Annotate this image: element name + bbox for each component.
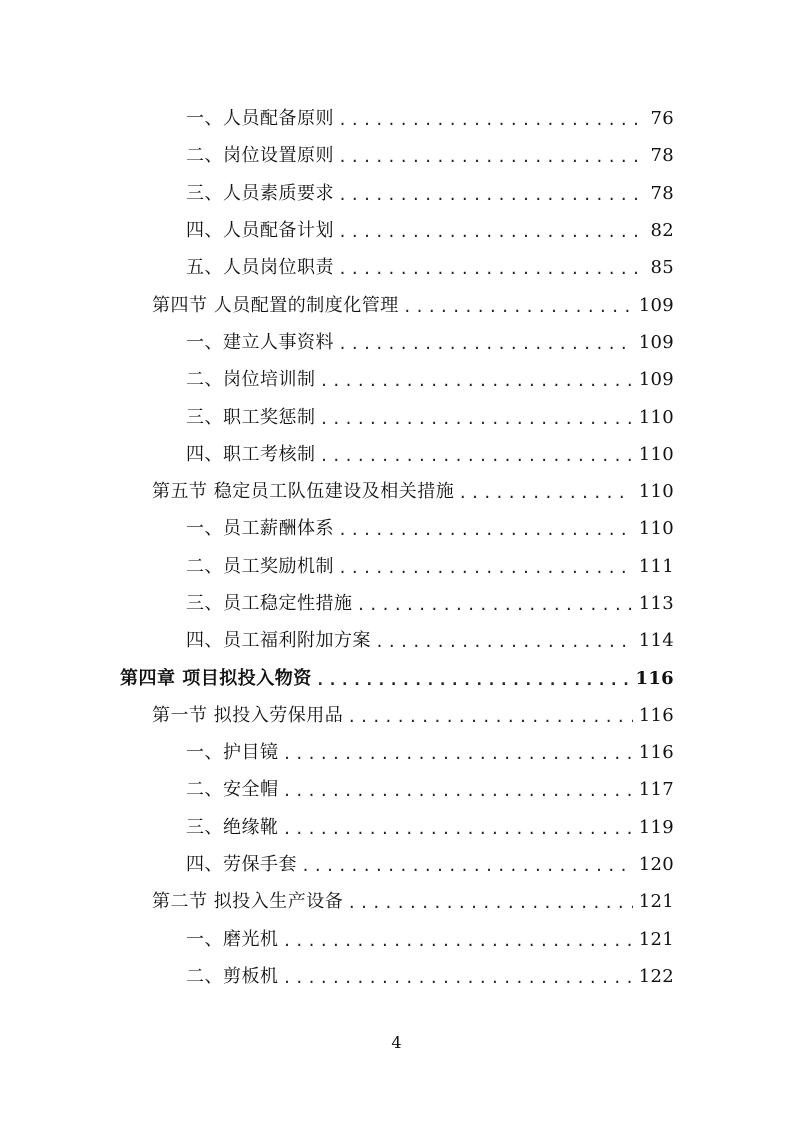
toc-entry-label: 一、人员配备原则: [186, 108, 334, 130]
toc-entry[interactable]: [0, 846, 674, 883]
toc-section-entry[interactable]: [0, 883, 674, 920]
toc-entry-page: 122: [638, 965, 674, 987]
toc-entry-page: 78: [650, 145, 674, 167]
toc-entry-label: 二、安全帽: [186, 779, 279, 801]
toc-entry-label: 第五节 稳定员工队伍建设及相关措施: [152, 481, 455, 503]
toc-entry[interactable]: [0, 249, 674, 286]
toc-entry-label: 四、劳保手套: [186, 854, 297, 876]
toc-dot-leader: [320, 363, 633, 400]
toc-entry-page: 110: [638, 406, 674, 428]
toc-dot-leader: [338, 177, 644, 214]
toc-entry[interactable]: [0, 921, 674, 958]
toc-entry[interactable]: [0, 175, 674, 212]
toc-entry[interactable]: [0, 324, 674, 361]
toc-section-entry[interactable]: [0, 697, 674, 734]
toc-dot-leader: [283, 960, 633, 997]
toc-entry[interactable]: [0, 510, 674, 547]
toc-entry[interactable]: [0, 398, 674, 435]
toc-dot-leader: [338, 214, 644, 251]
toc-entry-page: 110: [638, 481, 674, 503]
toc-dot-leader: [347, 699, 633, 736]
toc-entry-page: 110: [638, 443, 674, 465]
toc-dot-leader: [458, 475, 633, 512]
toc-dot-leader: [283, 736, 633, 773]
toc-entry-page: 76: [650, 108, 674, 130]
toc-dot-leader: [283, 811, 633, 848]
toc-entry-label: 第四节 人员配置的制度化管理: [152, 294, 399, 316]
toc-dot-leader: [283, 923, 633, 960]
toc-entry[interactable]: [0, 361, 674, 398]
toc-entry[interactable]: [0, 585, 674, 622]
toc-dot-leader: [338, 139, 644, 176]
toc-entry-label: 三、员工稳定性措施: [186, 593, 353, 614]
toc-entry-page: 113: [638, 593, 674, 614]
toc-entry-label: 四、人员配备计划: [186, 220, 334, 242]
toc-dot-leader: [283, 773, 633, 810]
toc-chapter-entry[interactable]: [0, 659, 674, 696]
toc-entry[interactable]: [0, 436, 674, 473]
toc-entry-page: 109: [638, 331, 674, 353]
toc-entry-label: 三、职工奖惩制: [186, 406, 316, 428]
table-of-contents: [0, 100, 793, 995]
toc-entry-page: 109: [638, 369, 674, 391]
toc-entry-label: 一、护目镜: [186, 742, 279, 764]
toc-entry-page: 85: [650, 257, 674, 279]
toc-entry-label: 一、员工薪酬体系: [186, 518, 334, 540]
toc-entry-page: 120: [638, 854, 674, 876]
toc-entry-label: 二、员工奖励机制: [186, 555, 334, 577]
toc-dot-leader: [301, 848, 633, 885]
toc-entry-page: 121: [638, 891, 674, 913]
toc-entry-page: 116: [638, 704, 674, 726]
toc-section-entry[interactable]: [0, 286, 674, 323]
toc-entry-label: 二、岗位培训制: [186, 369, 316, 391]
toc-dot-leader: [316, 662, 630, 699]
toc-entry-label: 第四章 项目拟投入物资: [120, 667, 312, 689]
toc-entry-label: 四、员工福利附加方案: [186, 630, 371, 652]
toc-entry-page: 121: [638, 928, 674, 950]
toc-dot-leader: [320, 438, 633, 475]
toc-entry-page: 116: [635, 667, 674, 689]
toc-entry-label: 一、建立人事资料: [186, 331, 334, 353]
toc-section-entry[interactable]: [0, 473, 674, 510]
toc-dot-leader: [347, 885, 633, 922]
toc-entry[interactable]: [0, 771, 674, 808]
toc-entry[interactable]: [0, 100, 674, 137]
toc-entry[interactable]: [0, 734, 674, 771]
toc-entry-label: 三、绝缘靴: [186, 816, 279, 838]
toc-entry[interactable]: [0, 212, 674, 249]
toc-entry[interactable]: [0, 958, 674, 995]
toc-entry-label: 一、磨光机: [186, 928, 279, 950]
toc-entry-page: 119: [638, 816, 674, 838]
toc-entry[interactable]: [0, 622, 674, 659]
toc-dot-leader: [357, 587, 633, 624]
toc-dot-leader: [338, 512, 633, 549]
toc-entry-label: 二、剪板机: [186, 965, 279, 987]
toc-entry-page: 110: [638, 518, 674, 540]
page-number: 4: [391, 1033, 402, 1052]
toc-entry-page: 109: [638, 294, 674, 316]
toc-dot-leader: [320, 401, 633, 438]
toc-entry-page: 78: [650, 182, 674, 204]
toc-entry-page: 116: [638, 742, 674, 764]
toc-entry-label: 五、人员岗位职责: [186, 257, 334, 279]
toc-entry-page: 111: [638, 555, 674, 577]
toc-dot-leader: [338, 251, 644, 288]
toc-entry-label: 四、职工考核制: [186, 443, 316, 465]
toc-dot-leader: [338, 550, 633, 587]
toc-entry-page: 114: [638, 630, 674, 652]
toc-entry[interactable]: [0, 548, 674, 585]
toc-entry-label: 二、岗位设置原则: [186, 145, 334, 167]
toc-dot-leader: [338, 102, 644, 139]
toc-entry-label: 三、人员素质要求: [186, 182, 334, 204]
toc-dot-leader: [338, 326, 633, 363]
toc-entry[interactable]: [0, 809, 674, 846]
toc-entry-label: 第一节 拟投入劳保用品: [152, 704, 344, 726]
toc-dot-leader: [403, 289, 633, 326]
toc-entry[interactable]: [0, 137, 674, 174]
toc-entry-label: 第二节 拟投入生产设备: [152, 891, 344, 913]
toc-entry-page: 82: [650, 220, 674, 242]
toc-dot-leader: [375, 624, 633, 661]
toc-entry-page: 117: [638, 779, 674, 801]
